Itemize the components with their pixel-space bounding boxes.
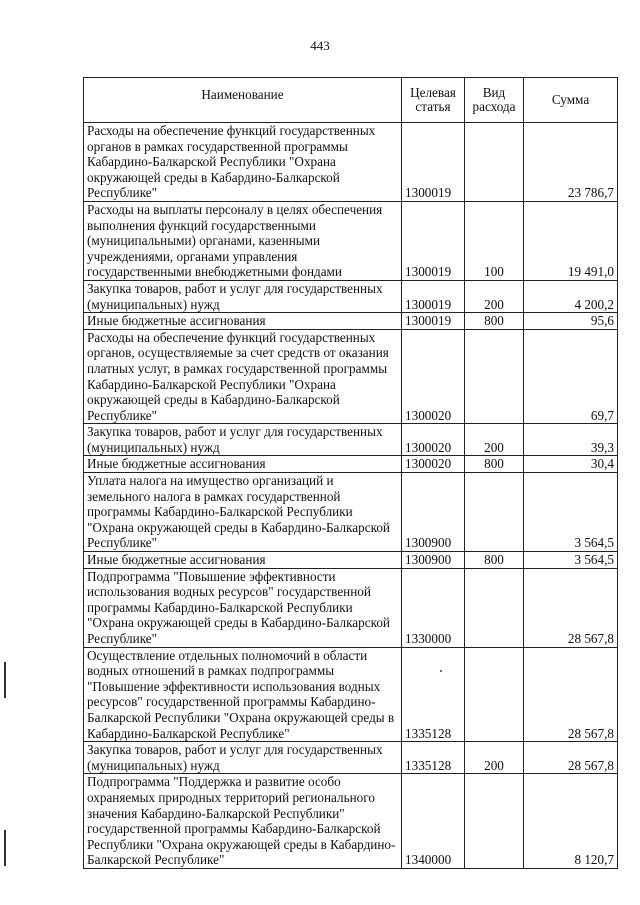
row-kind <box>465 647 524 742</box>
table-row <box>84 742 618 774</box>
row-name: Иные бюджетные ассигнования <box>84 313 402 330</box>
row-name: Закупка товаров, работ и услуг для государственных (муниципальных) нужд <box>84 742 402 774</box>
row-kind: 800 <box>465 552 524 569</box>
row-article: 1335128 <box>402 647 465 742</box>
row-kind: 200 <box>465 424 524 456</box>
row-article: 1300019 <box>402 201 465 280</box>
row-sum: 30,4 <box>524 456 618 473</box>
row-article: 1300020 <box>402 424 465 456</box>
row-sum: 69,7 <box>524 329 618 424</box>
row-sum: 28 567,8 <box>524 742 618 774</box>
row-kind <box>465 123 524 202</box>
header-name: Наименование <box>84 78 402 123</box>
row-article: 1300020 <box>402 329 465 424</box>
row-name: Подпрограмма "Повышение эффективности использования водных ресурсов" государственной программы Кабардино-Балкарской Республики "Охрана окружающей среды в Кабардино-Балкарской Республике" <box>84 568 402 647</box>
table-row <box>84 647 618 742</box>
row-name: Подпрограмма "Поддержка и развитие особо охраняемых природных территорий регионального значения Кабардино-Балкарской Республики" государственной программы Кабардино-Балкарской Республики "Охрана окружающей среды в Кабардино-Балкарской Республике" <box>84 774 402 869</box>
row-kind: 200 <box>465 280 524 312</box>
row-kind <box>465 329 524 424</box>
row-name: Уплата налога на имущество организаций и земельного налога в рамках государственной программы Кабардино-Балкарской Республики "Охрана окружающей среды в Кабардино-Балкарской Республике" <box>84 473 402 552</box>
row-name: Расходы на обеспечение функций государственных органов, осуществляемые за счет средств от оказания платных услуг, в рамках государственной программы Кабардино-Балкарской Республики "Охрана окружающей среды в Кабардино-Балкарской Республике" <box>84 329 402 424</box>
row-sum: 8 120,7 <box>524 774 618 869</box>
page-number: 443 <box>310 38 330 53</box>
row-sum: 28 567,8 <box>524 568 618 647</box>
row-kind <box>465 774 524 869</box>
table-row <box>84 424 618 456</box>
row-article: 1300900 <box>402 473 465 552</box>
row-kind: 100 <box>465 201 524 280</box>
row-article: 1300019 <box>402 313 465 330</box>
row-name: Осуществление отдельных полномочий в области водных отношений в рамках подпрограммы "Повышение эффективности использования водных ресурсов" государственной программы Кабардино-Балкарской Республики "Охрана окружающей среды в Кабардино-Балкарской Республике" <box>84 647 402 742</box>
table-row <box>84 280 618 312</box>
table-row <box>84 473 618 552</box>
table-row <box>84 123 618 202</box>
row-kind: 800 <box>465 456 524 473</box>
row-kind: 800 <box>465 313 524 330</box>
budget-table <box>83 77 618 869</box>
row-name: Закупка товаров, работ и услуг для государственных (муниципальных) нужд <box>84 280 402 312</box>
table-row <box>84 201 618 280</box>
margin-mark <box>4 662 6 698</box>
row-kind <box>465 568 524 647</box>
row-sum: 28 567,8 <box>524 647 618 742</box>
row-sum: 23 786,7 <box>524 123 618 202</box>
row-sum: 95,6 <box>524 313 618 330</box>
table-row <box>84 456 618 473</box>
row-sum: 39,3 <box>524 424 618 456</box>
row-article: 1340000 <box>402 774 465 869</box>
table-header-row <box>84 78 618 123</box>
row-name: Расходы на обеспечение функций государственных органов в рамках государственной программы Кабардино-Балкарской Республики "Охрана окружающей среды в Кабардино-Балкарской Республике" <box>84 123 402 202</box>
row-article: 1300020 <box>402 456 465 473</box>
row-sum: 3 564,5 <box>524 473 618 552</box>
row-sum: 4 200,2 <box>524 280 618 312</box>
row-article: 1300900 <box>402 552 465 569</box>
header-kind: Вид расхода <box>465 78 524 123</box>
row-article: 1335128 <box>402 742 465 774</box>
row-name: Иные бюджетные ассигнования <box>84 456 402 473</box>
row-article: 1300019 <box>402 123 465 202</box>
row-article: 1300019 <box>402 280 465 312</box>
row-article: 1330000 <box>402 568 465 647</box>
table-row <box>84 568 618 647</box>
row-name: Закупка товаров, работ и услуг для государственных (муниципальных) нужд <box>84 424 402 456</box>
table-row <box>84 552 618 569</box>
row-name: Расходы на выплаты персоналу в целях обеспечения выполнения функций государственными (муниципальными) органами, казенными учреждениями, органами управления государственными внебюджетными фондами <box>84 201 402 280</box>
row-sum: 3 564,5 <box>524 552 618 569</box>
row-kind <box>465 473 524 552</box>
row-kind: 200 <box>465 742 524 774</box>
row-sum: 19 491,0 <box>524 201 618 280</box>
header-sum: Сумма <box>524 78 618 123</box>
table-row <box>84 329 618 424</box>
table-row <box>84 313 618 330</box>
scan-dot <box>440 670 442 672</box>
header-article: Целевая статья <box>402 78 465 123</box>
table-row <box>84 774 618 869</box>
row-name: Иные бюджетные ассигнования <box>84 552 402 569</box>
margin-mark <box>4 830 6 866</box>
